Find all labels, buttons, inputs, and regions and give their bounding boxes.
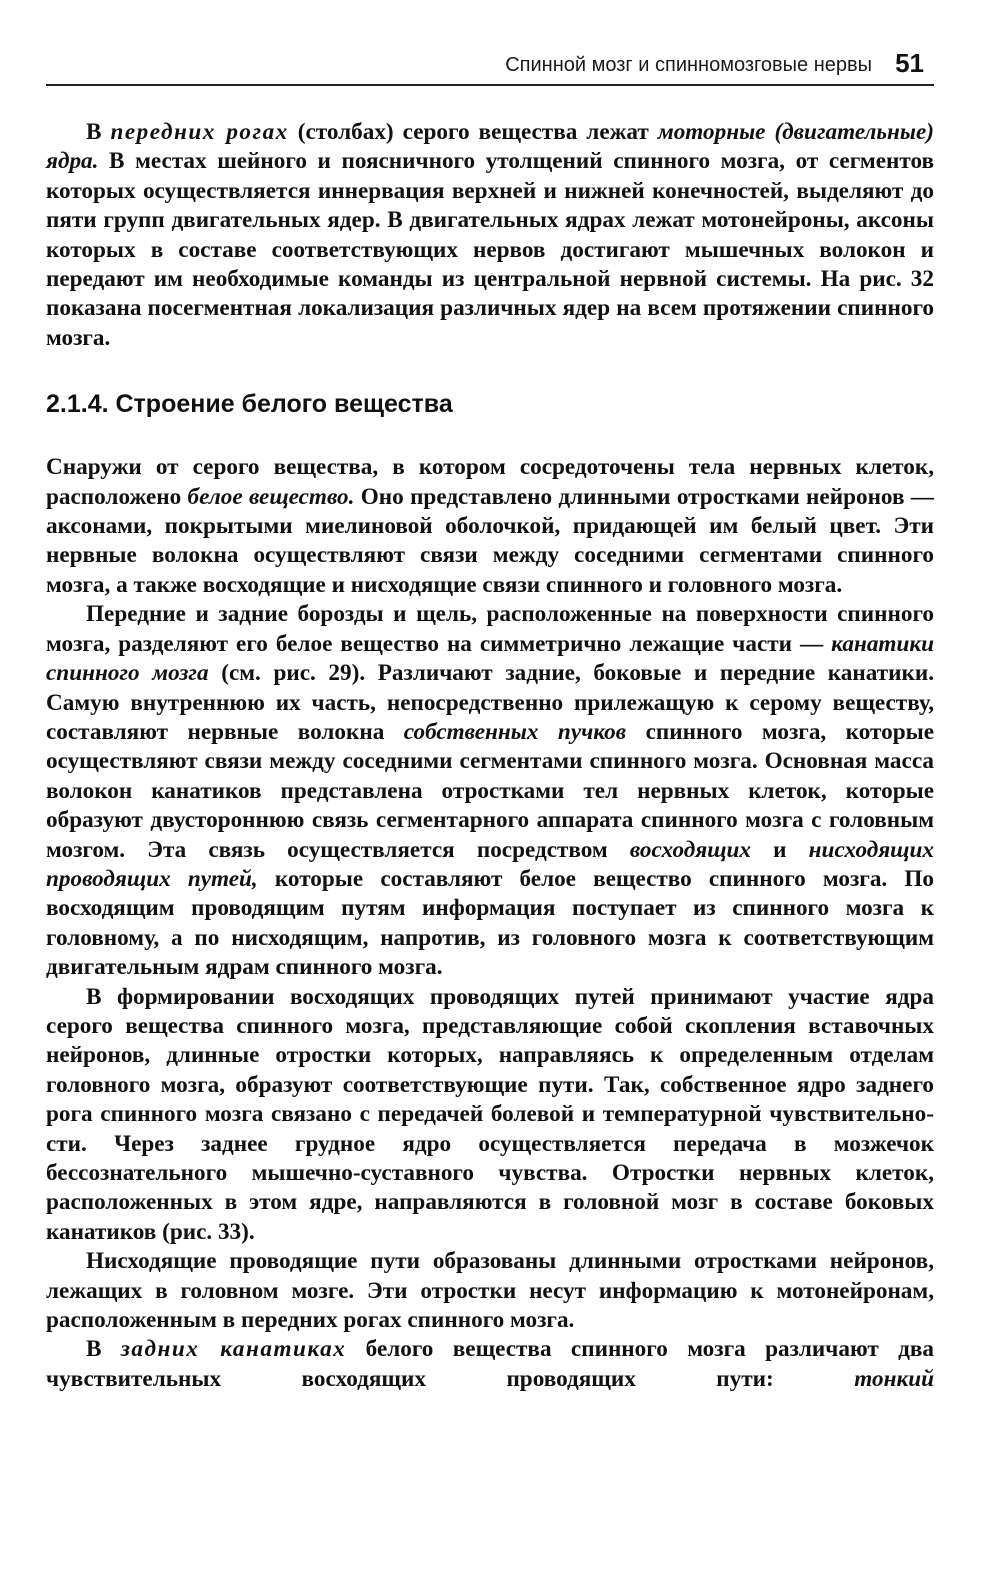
paragraph-anterior-horns [46,118,934,353]
paragraph-descending-tracts [46,1247,934,1335]
term-posterior-funiculi: задних канатиках [120,1336,347,1363]
text-span: Передние и задние борозды и щель, расположенные на поверхности спинного мозга, разделяют его белое вещество на симметрично лежащие части — [46,601,934,657]
running-title: Спинной мозг и спинномозговые нервы [505,54,872,76]
text-span: спинного мозга, которые осуществляют связи между соседними сегментами спинного мозга. Основная масса волокон канатиков представлена отростками тел нервных клеток, которые образуют двустороннюю связь сегментарного аппарата спинного мозга с головным мозгом. Эта связь осуществляется посредством [46,718,934,863]
term-proper-fasciculi: собственных пучков [403,718,627,745]
term-anterior-horns: передних рогах [110,119,289,145]
term-gracile: тонкий [854,1365,934,1392]
text-span: (см. рис. 29). Различают задние, боковые и передние канатики. Самую внутреннюю их часть, непосредственно прилежащую к серому веществу, составляют нервные волокна [46,660,935,745]
book-page [46,44,934,1394]
text-span: Нисходящие проводящие пути образованы длинными отростками нейронов, лежащих в головном мозге. Эти отростки несут информацию к мотонейронам, расположенным в передних рогах спинного мозга. [46,1248,934,1334]
text-span: В [86,1336,121,1363]
paragraph-funiculi [46,600,934,982]
text-span: которые составляют белое вещество спинного мозга. По восходящим проводящим путям информация поступает из спинного мозга к головному, а по нисходящим, напротив, из головного мозга к соответствующим двигательным ядрам спинного мозга. [46,865,934,981]
term-ascending: восходящих [629,836,752,863]
text-span: В местах шейного и поясничного утолщений спинного мозга, от сегментов которых осуществляется иннервация верхней и нижней конечностей, выделяют до пяти групп двигательных ядер. В двигательных ядрах лежат мотонейроны, аксоны которых в составе соответствующих нервов достигают мышечных волокон и передают им необходимые команды из центральной нервной системы. На рис. 32 показана посегментная локализация различных ядер на всем протяжении спинного мозга. [46,148,934,351]
paragraph-posterior-funiculi [46,1335,934,1394]
paragraph-white-matter [46,453,934,600]
text-span: и [751,836,809,863]
term-descending-tracts: нисходящих проводящих путей, [46,836,934,892]
term-white-matter: белое вещество. [187,483,355,510]
text-span: Оно представлено длинными отростками нейронов — аксонами, покрытыми миелиновой оболочкой, придающей им белый цвет. Эти нервные волокна осуществляют связи между соседними сегментами спинного мозга, а также восходящие и нисходящие связи спинного и головного мозга. [46,483,934,598]
paragraph-ascending-tracts [46,983,934,1248]
term-motor-nuclei: моторные (двигательные) ядра. [46,119,935,175]
text-span: В [86,119,111,145]
term-funiculi: канатики спинного мозга [46,630,934,687]
text-span: Снаружи от серого вещества, в котором сосредоточены тела нервных клеток, расположено [46,454,934,510]
running-header [46,44,934,86]
text-span: белого вещества спинного мозга различают два чувствительных восходящих проводящих пути: [46,1336,934,1392]
text-span: (столбах) серого вещества лежат [288,119,658,145]
text-span: В формировании восходящих проводящих путей принимают участие ядра серого вещества спинного мозга, представляющие собой скопления вставочных нейронов, длинные отростки которых, направляясь к определенным отделам головного мозга, образуют соответствующие пути. Так, собственное ядро заднего рога спинного мозга связано с передачей болевой и температурной чувствительности. Через заднее грудное ядро осуществляется передача в мозжечок бессознательного мышечно-суставного чувства. Отростки нервных клеток, расположенных в этом ядре, направляются в головной мозг в составе боковых канатиков (рис. 33). [46,983,934,1245]
page-number: 51 [895,48,924,78]
body-text [46,118,934,1394]
section-heading: 2.1.4. Строение белого вещества [46,390,453,419]
